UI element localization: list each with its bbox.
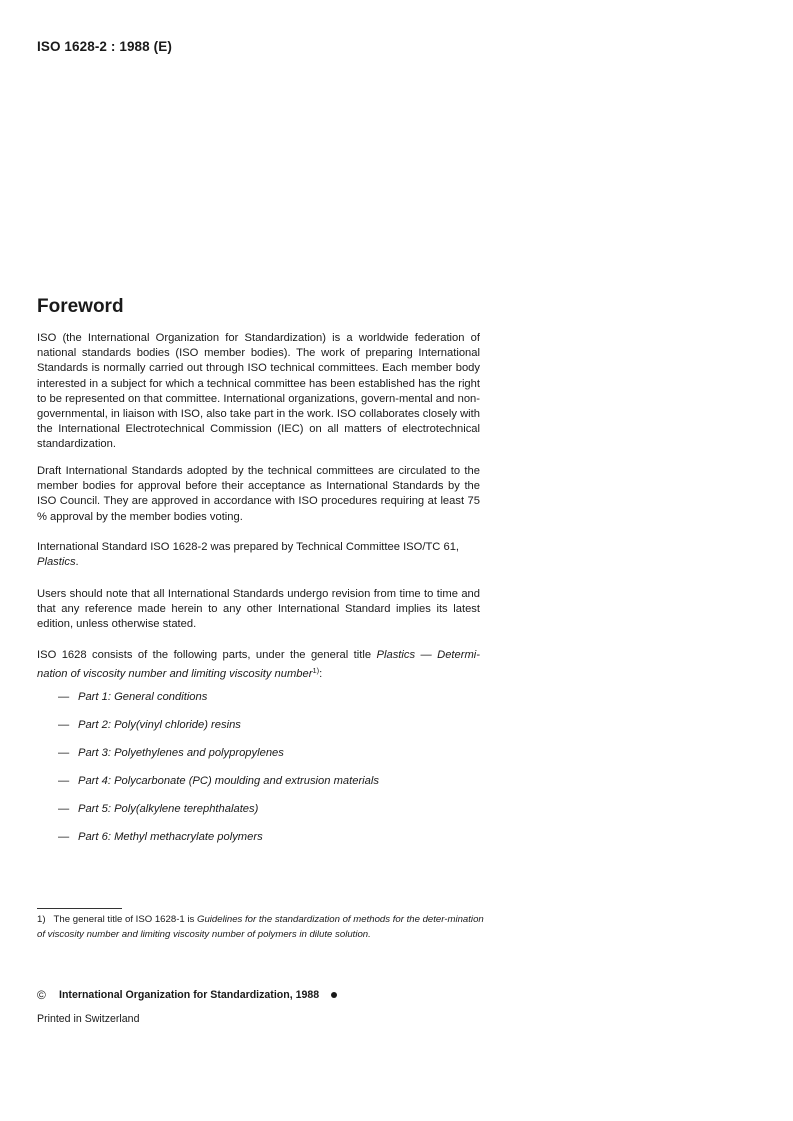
committee-title: Plastics (37, 556, 76, 569)
list-dash: — (58, 803, 70, 815)
list-item (58, 830, 379, 858)
document-id: ISO 1628-2 : 1988 (E) (37, 39, 172, 54)
paragraph-revision-note: Users should note that all International Standards undergo revision from time to time and that any reference made herein to any other International Standard implies its latest edition, unless otherwise stated. (37, 588, 480, 631)
paragraph-draft-standards: Draft International Standards adopted by the technical committees are circulated to the member bodies for approval before their acceptance as International Standards by the ISO Council. They are approved in accordance with ISO procedures requiring at least 75 % approval by the member bodies voting. (37, 465, 480, 523)
part-title: Part 2: Poly(vinyl chloride) resins (78, 719, 241, 731)
part-title: Part 3: Polyethylenes and polypropylenes (78, 747, 284, 759)
paragraph-iso-intro: ISO (the International Organization for Standardization) is a worldwide federation of national standards bodies (ISO member bodies). The work of preparing International Standards is normally carried out through ISO technical committees. Each member body interested in a subject for which a technical committee has been established has the right to be represented on that committee. International organizations, govern-mental and non-governmental, in liaison with ISO, also take part in the work. ISO collaborates closely with the International Electrotechnical Commission (IEC) on all matters of electrotechnical standardization. (37, 332, 480, 451)
footnote-text: The general title of ISO 1628-1 is (53, 914, 195, 925)
list-item (58, 718, 379, 746)
part-title: Part 6: Methyl methacrylate polymers (78, 831, 263, 843)
list-item (58, 746, 379, 774)
list-dash: — (58, 831, 70, 843)
footnote-reference: 1) (312, 666, 320, 676)
footnote-marker: 1) (37, 914, 46, 925)
parts-list (58, 690, 379, 858)
bullet-dot-icon (331, 992, 337, 998)
footnote-divider (37, 908, 122, 909)
list-dash: — (58, 691, 70, 703)
list-item (58, 690, 379, 718)
list-dash: — (58, 775, 70, 787)
parts-intro-text: ISO 1628 consists of the following parts, under the general title (37, 649, 372, 661)
paragraph-parts-intro (37, 648, 480, 682)
footnote-italic-title: Guidelines for the standardization of methods for the deter-mination of viscosity number and limiting viscosity number of polymers in dilute solution. (37, 914, 484, 940)
copyright-line (37, 988, 337, 1002)
list-dash: — (58, 747, 70, 759)
list-dash: — (58, 719, 70, 731)
printed-in: Printed in Switzerland (37, 1013, 140, 1025)
footnote (37, 913, 487, 942)
page-title: Foreword (37, 296, 124, 317)
part-title: Part 1: General conditions (78, 691, 208, 703)
list-item (58, 802, 379, 830)
part-title: Part 4: Polycarbonate (PC) moulding and extrusion materials (78, 775, 379, 787)
copyright-icon: © (37, 988, 46, 1002)
prepared-by-text: International Standard ISO 1628-2 was prepared by Technical Committee ISO/TC 61, (37, 541, 460, 553)
list-item (58, 774, 379, 802)
paragraph-prepared-by (37, 540, 480, 570)
parts-intro-end: : (319, 668, 323, 681)
part-title: Part 5: Poly(alkylene terephthalates) (78, 803, 259, 815)
general-title: Plastics — Determi-nation of viscosity number and limiting viscosity number (37, 649, 480, 681)
copyright-text: International Organization for Standardization, 1988 (59, 989, 320, 1001)
prepared-by-end: . (75, 556, 79, 569)
